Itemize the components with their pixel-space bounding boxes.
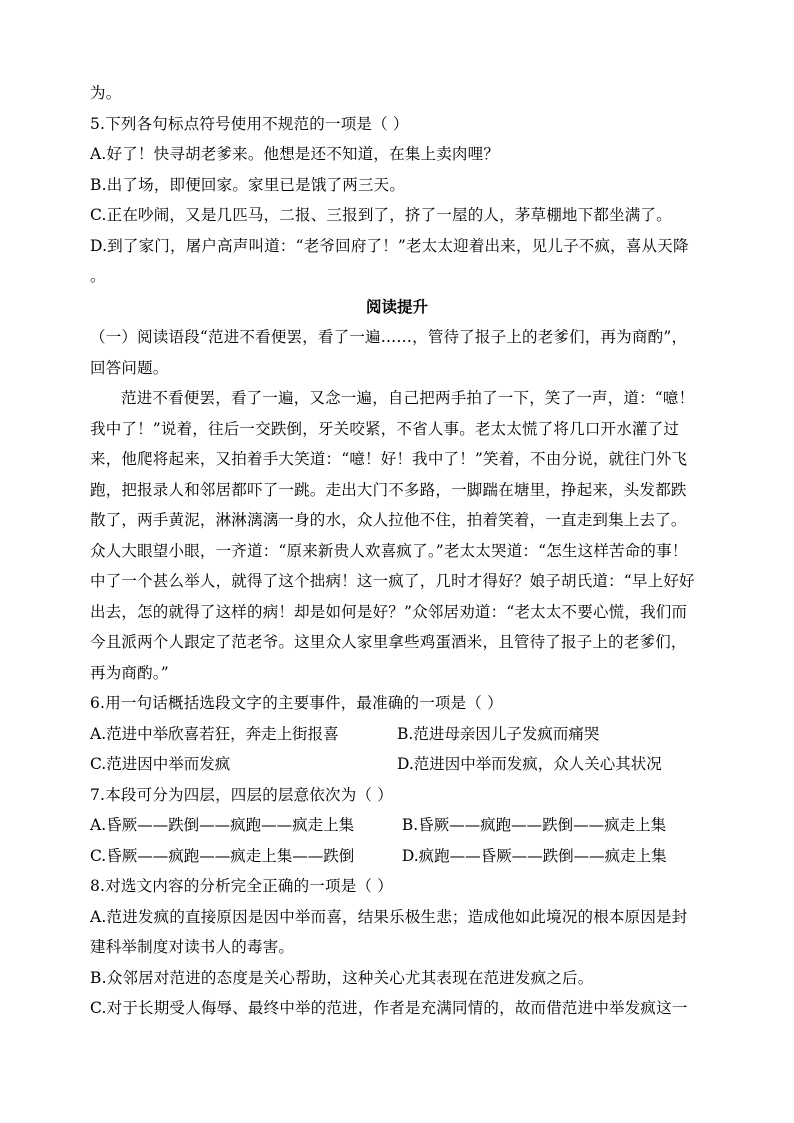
- question-7-option-a: A.昏厥——跌倒——疯跑——疯走上集: [90, 816, 355, 834]
- question-6-option-c: C.范进因中举而发疯: [90, 755, 231, 773]
- question-8-stem: 8.对选文内容的分析完全正确的一项是（ ）: [90, 877, 393, 895]
- passage-line: 出去，怎的就得了这样的病！却是如何是好？”众邻居劝道：“老太太不要心慌，我们而: [90, 602, 688, 621]
- text-line: 。: [90, 267, 106, 285]
- question-7-option-d: D.疯跑——昏厥——跌倒——疯走上集: [401, 846, 667, 865]
- passage-line: 来，他爬将起来，又拍着手大笑道：“噫！好！我中了！”笑着，不由分说，就往门外飞: [90, 450, 688, 468]
- question-6-options-row: [90, 749, 704, 780]
- question-8-line: C.对于长期受人侮辱、最终中举的范进，作者是充满同情的，故而借范进中举发疯这一: [90, 999, 688, 1017]
- question-7-options-row: [90, 841, 704, 872]
- passage-line: 范进不看便罢，看了一遍，又念一遍，自己把两手拍了一下，笑了一声，道：“噫！: [121, 389, 695, 407]
- question-5-option-c: C.正在吵闹，又是几匹马，二报、三报到了，挤了一屋的人，茅草棚地下都坐满了。: [90, 206, 672, 224]
- question-7-option-c: C.昏厥——疯跑——疯走上集——跌倒: [90, 846, 355, 865]
- intro-line: （一）阅读语段“范进不看便罢，看了一遍……，管待了报子上的老爹们，再为商酌”，: [90, 328, 688, 346]
- question-7-stem: 7.本段可分为四层，四层的层意依次为（ ）: [90, 785, 393, 804]
- question-7-options-row: [90, 810, 704, 841]
- passage-line: 跑，把报录人和邻居都吓了一跳。走出大门不多路，一脚踹在塘里，挣起来，头发都跌: [90, 480, 687, 499]
- question-5-option-d: D.到了家门，屠户高声叫道：“老爷回府了！”老太太迎着出来，见儿子不疯，喜从天降: [90, 236, 689, 255]
- question-8-line: A.范进发疯的直接原因是因中举而喜，结果乐极生悲；造成他如此境况的根本原因是封: [90, 907, 688, 926]
- text-line: 为。: [90, 84, 122, 102]
- question-6-option-a: A.范进中举欣喜若狂，奔走上街报喜: [90, 724, 339, 743]
- question-6-option-b: B.范进母亲因儿子发疯而痛哭: [397, 724, 600, 743]
- question-6-stem: 6.用一句话概括选段文字的主要事件，最准确的一项是（ ）: [90, 694, 503, 712]
- question-5-stem: 5.下列各句标点符号使用不规范的一项是（ ）: [90, 114, 409, 133]
- passage-line: 散了，两手黄泥，淋淋漓漓一身的水，众人拉他不住，拍着笑着，一直走到集上去了。: [90, 511, 687, 529]
- section-title: 阅读提升: [365, 296, 428, 316]
- question-8-line: 建科举制度对读书人的毒害。: [90, 938, 295, 956]
- question-8-line: B.众邻居对范进的态度是关心帮助，这种关心尤其表现在范进发疯之后。: [90, 968, 594, 987]
- question-5-option-b: B.出了场，即便回家。家里已是饿了两三天。: [90, 175, 406, 194]
- intro-line: 回答问题。: [90, 358, 169, 377]
- question-6-option-d: D.范进因中举而发疯，众人关心其状况: [397, 755, 662, 773]
- passage-line: 再为商酌。”: [90, 663, 169, 682]
- question-7-option-b: B.昏厥——疯跑——跌倒——疯走上集: [401, 816, 667, 834]
- question-5-option-a: A.好了！快寻胡老爹来。他想是还不知道，在集上卖肉哩？: [90, 145, 500, 163]
- question-6-options-row: [90, 719, 704, 750]
- passage-line: 中了一个甚么举人，就得了这个拙病！这一疯了，几时才得好？娘子胡氏道：“早上好好: [90, 572, 695, 590]
- passage-line: 我中了！”说着，往后一交跌倒，牙关咬紧，不省人事。老太太慌了将几口开水灌了过: [90, 419, 680, 438]
- passage-line: 今且派两个人跟定了范老爷。这里众人家里拿些鸡蛋酒米，且管待了报子上的老爹们，: [90, 633, 687, 651]
- passage-line: 众人大眼望小眼，一齐道：“原来新贵人欢喜疯了。”老太太哭道：“怎生这样苦命的事！: [90, 541, 688, 560]
